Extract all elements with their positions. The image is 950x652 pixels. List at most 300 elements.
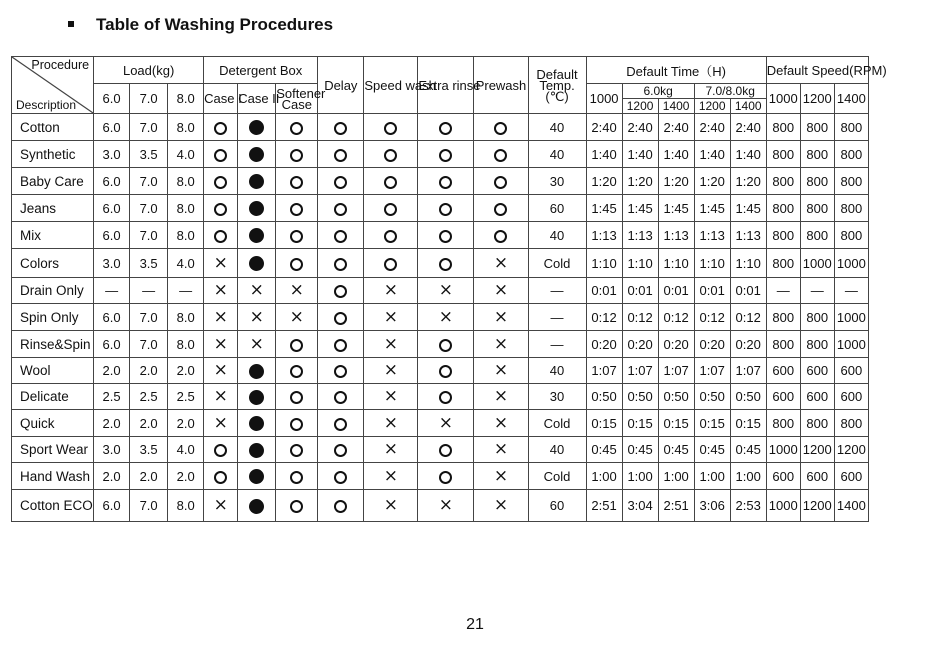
- speed-wash-cell: [364, 331, 418, 358]
- softener-case-cell: [276, 463, 318, 490]
- time-cell: 1:13: [730, 222, 766, 249]
- filled-circle-icon: [249, 416, 264, 431]
- speed-wash-header: Speed wash: [364, 57, 418, 114]
- time-cell: 0:01: [730, 278, 766, 304]
- default-speed-header: Default Speed(RPM): [766, 57, 868, 84]
- time-cell: 1:20: [694, 168, 730, 195]
- delay-cell: [318, 141, 364, 168]
- case-i-cell: [204, 463, 238, 490]
- open-circle-icon: [439, 122, 452, 135]
- time-cell: 1:00: [730, 463, 766, 490]
- speed-wash-cell: [364, 304, 418, 331]
- time-6kg-label: 6.0kg: [623, 84, 694, 99]
- case-ii-cell: [238, 222, 276, 249]
- load-cell: 3.0: [94, 437, 130, 463]
- time-cell: 1:40: [586, 141, 622, 168]
- time-cell: 1:10: [622, 249, 658, 278]
- softener-case-cell: [276, 222, 318, 249]
- delay-cell: [318, 410, 364, 437]
- time-cell: 1:20: [658, 168, 694, 195]
- extra-rinse-cell: [418, 358, 474, 384]
- load-header: Load(kg): [94, 57, 204, 84]
- open-circle-icon: [334, 339, 347, 352]
- time-cell: 0:20: [658, 331, 694, 358]
- filled-circle-icon: [249, 364, 264, 379]
- softener-case-cell: [276, 278, 318, 304]
- load-cell: 3.5: [130, 249, 168, 278]
- load-cell: 2.5: [130, 384, 168, 410]
- table-row: [12, 410, 869, 437]
- speed-col-1400: 1400: [834, 84, 868, 114]
- open-circle-icon: [334, 230, 347, 243]
- load-cell: 6.0: [94, 490, 130, 522]
- open-circle-icon: [290, 365, 303, 378]
- time-cell: 1:10: [586, 249, 622, 278]
- case-i-cell: [204, 358, 238, 384]
- extra-rinse-cell: [418, 437, 474, 463]
- delay-cell: [318, 195, 364, 222]
- speed-cell: 800: [800, 141, 834, 168]
- time-cell: 1:07: [622, 358, 658, 384]
- extra-rinse-cell: [418, 463, 474, 490]
- open-circle-icon: [334, 418, 347, 431]
- softener-case-cell: [276, 331, 318, 358]
- cross-icon: ×: [383, 306, 398, 327]
- speed-wash-cell: [364, 222, 418, 249]
- speed-cell: 800: [766, 410, 800, 437]
- time-6kg-group: [622, 84, 694, 114]
- speed-cell: 1200: [800, 490, 834, 522]
- delay-cell: [318, 358, 364, 384]
- load-cell: 6.0: [94, 304, 130, 331]
- default-time-header: Default Time（H): [586, 57, 766, 84]
- prewash-cell: [474, 222, 528, 249]
- time-cell: 1:00: [658, 463, 694, 490]
- cross-icon: ×: [383, 386, 398, 406]
- speed-wash-cell: [364, 437, 418, 463]
- time-cell: 3:06: [694, 490, 730, 522]
- case-ii-cell: [238, 141, 276, 168]
- load-cell: 3.5: [130, 437, 168, 463]
- case-ii-cell: [238, 249, 276, 278]
- open-circle-icon: [290, 471, 303, 484]
- load-cell: 8.0: [168, 222, 204, 249]
- speed-cell: 600: [766, 463, 800, 490]
- extra-rinse-cell: [418, 141, 474, 168]
- temp-cell: 30: [528, 168, 586, 195]
- load-cell: 6.0: [94, 114, 130, 141]
- open-circle-icon: [494, 203, 507, 216]
- prewash-header: Prewash: [474, 57, 528, 114]
- temp-cell: 40: [528, 437, 586, 463]
- washing-procedures-table: [11, 56, 887, 522]
- prewash-cell: [474, 437, 528, 463]
- table-row: [12, 304, 869, 331]
- procedure-name: Jeans: [12, 195, 94, 222]
- load-cell: 2.5: [94, 384, 130, 410]
- speed-wash-cell: [364, 490, 418, 522]
- time-6kg-1200: 1200: [623, 99, 659, 113]
- open-circle-icon: [290, 176, 303, 189]
- prewash-cell: [474, 141, 528, 168]
- cross-icon: ×: [289, 280, 304, 300]
- softener-case-cell: [276, 141, 318, 168]
- open-circle-icon: [439, 339, 452, 352]
- speed-cell: 800: [766, 168, 800, 195]
- filled-circle-icon: [249, 443, 264, 458]
- open-circle-icon: [384, 176, 397, 189]
- delay-cell: [318, 463, 364, 490]
- speed-cell: 800: [800, 222, 834, 249]
- load-cell: 4.0: [168, 437, 204, 463]
- open-circle-icon: [384, 230, 397, 243]
- time-cell: 1:07: [694, 358, 730, 384]
- time-cell: 0:12: [694, 304, 730, 331]
- time-cell: 0:20: [730, 331, 766, 358]
- load-cell: 4.0: [168, 141, 204, 168]
- cross-icon: ×: [213, 386, 228, 406]
- open-circle-icon: [494, 149, 507, 162]
- time-cell: 0:50: [586, 384, 622, 410]
- time-cell: 3:04: [622, 490, 658, 522]
- prewash-cell: [474, 358, 528, 384]
- detergent-box-header: Detergent Box: [204, 57, 318, 84]
- open-circle-icon: [334, 471, 347, 484]
- procedure-label: Procedure: [31, 58, 90, 72]
- cross-icon: ×: [493, 465, 509, 486]
- filled-circle-icon: [249, 174, 264, 189]
- speed-cell: 1200: [800, 437, 834, 463]
- procedure-name: Synthetic: [12, 141, 94, 168]
- open-circle-icon: [214, 203, 227, 216]
- time-cell: 1:00: [586, 463, 622, 490]
- case-ii-cell: [238, 384, 276, 410]
- time-cell: 1:20: [586, 168, 622, 195]
- prewash-cell: [474, 168, 528, 195]
- case-i-cell: [204, 437, 238, 463]
- prewash-cell: [474, 278, 528, 304]
- open-circle-icon: [439, 149, 452, 162]
- open-circle-icon: [439, 444, 452, 457]
- case-ii-cell: [238, 304, 276, 331]
- time-cell: 1:07: [586, 358, 622, 384]
- load-cell: 6.0: [94, 195, 130, 222]
- filled-circle-icon: [249, 256, 264, 271]
- time-cell: 1:13: [622, 222, 658, 249]
- time-6kg-1400: 1400: [662, 99, 690, 113]
- delay-cell: [318, 278, 364, 304]
- load-cell: —: [130, 278, 168, 304]
- time-cell: 1:07: [730, 358, 766, 384]
- cross-icon: ×: [249, 280, 264, 300]
- table-row: [12, 384, 869, 410]
- page-number: 21: [466, 616, 484, 633]
- open-circle-icon: [384, 122, 397, 135]
- procedure-name: Baby Care: [12, 168, 94, 195]
- case-i-cell: [204, 249, 238, 278]
- load-cell: 3.5: [130, 141, 168, 168]
- speed-wash-cell: [364, 278, 418, 304]
- load-cell: 8.0: [168, 304, 204, 331]
- prewash-cell: [474, 463, 528, 490]
- open-circle-icon: [494, 230, 507, 243]
- time-78kg-label: 7.0/8.0kg: [695, 84, 766, 99]
- prewash-cell: [474, 249, 528, 278]
- time-cell: 0:12: [730, 304, 766, 331]
- cross-icon: ×: [493, 280, 509, 300]
- speed-cell: 800: [766, 304, 800, 331]
- cross-icon: ×: [383, 439, 398, 459]
- open-circle-icon: [439, 391, 452, 404]
- prewash-cell: [474, 384, 528, 410]
- time-78kg-group: [694, 84, 766, 114]
- delay-cell: [318, 249, 364, 278]
- temp-cell: Cold: [528, 249, 586, 278]
- speed-cell: 1400: [834, 490, 868, 522]
- load-cell: 7.0: [130, 168, 168, 195]
- open-circle-icon: [334, 176, 347, 189]
- time-cell: 0:15: [730, 410, 766, 437]
- table-row: [12, 168, 869, 195]
- load-cell: 8.0: [168, 490, 204, 522]
- speed-cell: 1000: [766, 490, 800, 522]
- case-ii-cell: [238, 114, 276, 141]
- load-cell: 7.0: [130, 304, 168, 331]
- load-cell: 7.0: [130, 114, 168, 141]
- case-i-cell: [204, 490, 238, 522]
- open-circle-icon: [214, 471, 227, 484]
- cross-icon: ×: [383, 465, 398, 486]
- time-cell: 0:20: [622, 331, 658, 358]
- load-cell: 2.0: [168, 463, 204, 490]
- speed-col-1200: 1200: [800, 84, 834, 114]
- speed-cell: 800: [800, 304, 834, 331]
- cross-icon: ×: [493, 360, 509, 380]
- speed-cell: 600: [834, 358, 868, 384]
- case-ii-cell: [238, 410, 276, 437]
- time-cell: 0:50: [730, 384, 766, 410]
- cross-icon: ×: [249, 306, 264, 327]
- table-row: [12, 114, 869, 141]
- cross-icon: ×: [438, 495, 454, 515]
- case-ii-cell: [238, 463, 276, 490]
- speed-cell: —: [834, 278, 868, 304]
- speed-cell: 800: [834, 114, 868, 141]
- case-ii-cell: [238, 195, 276, 222]
- time-cell: 0:12: [622, 304, 658, 331]
- speed-wash-cell: [364, 195, 418, 222]
- time-cell: 0:20: [586, 331, 622, 358]
- open-circle-icon: [290, 230, 303, 243]
- time-cell: 1:13: [658, 222, 694, 249]
- time-cell: 0:45: [586, 437, 622, 463]
- default-temp-header: [528, 57, 586, 114]
- speed-cell: 800: [834, 410, 868, 437]
- open-circle-icon: [334, 365, 347, 378]
- cross-icon: ×: [493, 333, 509, 354]
- case-ii-cell: [238, 437, 276, 463]
- time-cell: 0:12: [658, 304, 694, 331]
- speed-wash-cell: [364, 114, 418, 141]
- procedure-name: Hand Wash: [12, 463, 94, 490]
- extra-rinse-cell: [418, 278, 474, 304]
- speed-cell: 800: [800, 114, 834, 141]
- softener-case-cell: [276, 437, 318, 463]
- speed-cell: 800: [766, 249, 800, 278]
- cross-icon: ×: [383, 280, 398, 300]
- open-circle-icon: [334, 258, 347, 271]
- speed-cell: 600: [766, 384, 800, 410]
- time-cell: 2:40: [694, 114, 730, 141]
- time-cell: 0:50: [658, 384, 694, 410]
- load-cell: 2.5: [168, 384, 204, 410]
- filled-circle-icon: [249, 228, 264, 243]
- open-circle-icon: [290, 500, 303, 513]
- extra-rinse-cell: [418, 222, 474, 249]
- time-cell: 1:45: [622, 195, 658, 222]
- open-circle-icon: [290, 444, 303, 457]
- open-circle-icon: [439, 176, 452, 189]
- prewash-cell: [474, 304, 528, 331]
- table-row: [12, 141, 869, 168]
- speed-cell: 800: [766, 195, 800, 222]
- load-cell: 6.0: [94, 222, 130, 249]
- speed-col-1000: 1000: [766, 84, 800, 114]
- cross-icon: ×: [493, 252, 509, 273]
- load-cell: 8.0: [168, 168, 204, 195]
- load-cell: 6.0: [94, 168, 130, 195]
- time-cell: 2:40: [730, 114, 766, 141]
- time-cell: 1:45: [694, 195, 730, 222]
- procedure-name: Delicate: [12, 384, 94, 410]
- cross-icon: ×: [438, 306, 454, 327]
- open-circle-icon: [334, 444, 347, 457]
- time-cell: 0:01: [586, 278, 622, 304]
- table-row: [12, 331, 869, 358]
- case-ii-cell: [238, 331, 276, 358]
- cross-icon: ×: [493, 495, 509, 515]
- load-cell: 8.0: [168, 331, 204, 358]
- delay-cell: [318, 222, 364, 249]
- filled-circle-icon: [249, 147, 264, 162]
- delay-header: Delay: [318, 57, 364, 114]
- load-col-8: 8.0: [168, 84, 204, 114]
- load-col-7: 7.0: [130, 84, 168, 114]
- extra-rinse-cell: [418, 304, 474, 331]
- cross-icon: ×: [213, 252, 228, 273]
- speed-cell: 800: [800, 168, 834, 195]
- filled-circle-icon: [249, 499, 264, 514]
- time-cell: 1:40: [658, 141, 694, 168]
- temp-cell: —: [528, 278, 586, 304]
- time-cell: 1:13: [694, 222, 730, 249]
- time-cell: 0:12: [586, 304, 622, 331]
- table-row: [12, 437, 869, 463]
- time-cell: 2:40: [658, 114, 694, 141]
- speed-cell: 1000: [834, 249, 868, 278]
- case-i-header: Case I: [204, 84, 238, 114]
- open-circle-icon: [334, 122, 347, 135]
- case-i-cell: [204, 331, 238, 358]
- speed-wash-cell: [364, 249, 418, 278]
- speed-cell: 1000: [766, 437, 800, 463]
- page-heading: [68, 15, 333, 35]
- cross-icon: ×: [438, 412, 454, 433]
- time-cell: 2:51: [658, 490, 694, 522]
- time-cell: 0:15: [694, 410, 730, 437]
- speed-cell: 600: [800, 358, 834, 384]
- time-cell: 1:10: [730, 249, 766, 278]
- delay-cell: [318, 437, 364, 463]
- time-cell: 0:01: [622, 278, 658, 304]
- speed-cell: 800: [800, 331, 834, 358]
- open-circle-icon: [334, 285, 347, 298]
- temp-cell: 60: [528, 490, 586, 522]
- speed-cell: —: [800, 278, 834, 304]
- cross-icon: ×: [213, 412, 228, 433]
- load-cell: 2.0: [94, 358, 130, 384]
- open-circle-icon: [439, 203, 452, 216]
- case-ii-header: Case II: [238, 84, 276, 114]
- procedure-name: Spin Only: [12, 304, 94, 331]
- load-cell: —: [94, 278, 130, 304]
- speed-cell: 1000: [800, 249, 834, 278]
- case-i-cell: [204, 278, 238, 304]
- case-i-cell: [204, 114, 238, 141]
- cross-icon: ×: [213, 280, 228, 300]
- softener-case-cell: [276, 358, 318, 384]
- softener-case-header: Softener Case: [276, 85, 326, 112]
- delay-cell: [318, 384, 364, 410]
- cross-icon: ×: [493, 306, 509, 327]
- time-cell: 1:07: [658, 358, 694, 384]
- open-circle-icon: [290, 122, 303, 135]
- speed-cell: 800: [766, 222, 800, 249]
- time-cell: 1:40: [622, 141, 658, 168]
- time-cell: 0:01: [694, 278, 730, 304]
- time-cell: 0:45: [658, 437, 694, 463]
- open-circle-icon: [494, 122, 507, 135]
- load-cell: 2.0: [130, 358, 168, 384]
- open-circle-icon: [334, 500, 347, 513]
- filled-circle-icon: [249, 201, 264, 216]
- open-circle-icon: [334, 391, 347, 404]
- case-i-cell: [204, 410, 238, 437]
- time-cell: 1:40: [694, 141, 730, 168]
- time-cell: 2:53: [730, 490, 766, 522]
- procedure-name: Cotton ECO: [12, 490, 94, 522]
- prewash-cell: [474, 331, 528, 358]
- softener-case-cell: [276, 384, 318, 410]
- case-i-cell: [204, 195, 238, 222]
- time-cell: 1:00: [622, 463, 658, 490]
- load-cell: 2.0: [94, 463, 130, 490]
- temp-cell: —: [528, 304, 586, 331]
- procedure-name: Wool: [12, 358, 94, 384]
- load-cell: 2.0: [168, 410, 204, 437]
- speed-wash-cell: [364, 384, 418, 410]
- load-cell: 6.0: [94, 331, 130, 358]
- procedure-name: Sport Wear: [12, 437, 94, 463]
- procedure-name: Colors: [12, 249, 94, 278]
- temp-cell: 40: [528, 114, 586, 141]
- table-row: [12, 249, 869, 278]
- bullet-icon: [68, 21, 74, 27]
- prewash-cell: [474, 490, 528, 522]
- time-cell: 0:15: [622, 410, 658, 437]
- heading-title: Table of Washing Procedures: [96, 15, 334, 34]
- temp-unit-label: (℃): [545, 88, 569, 104]
